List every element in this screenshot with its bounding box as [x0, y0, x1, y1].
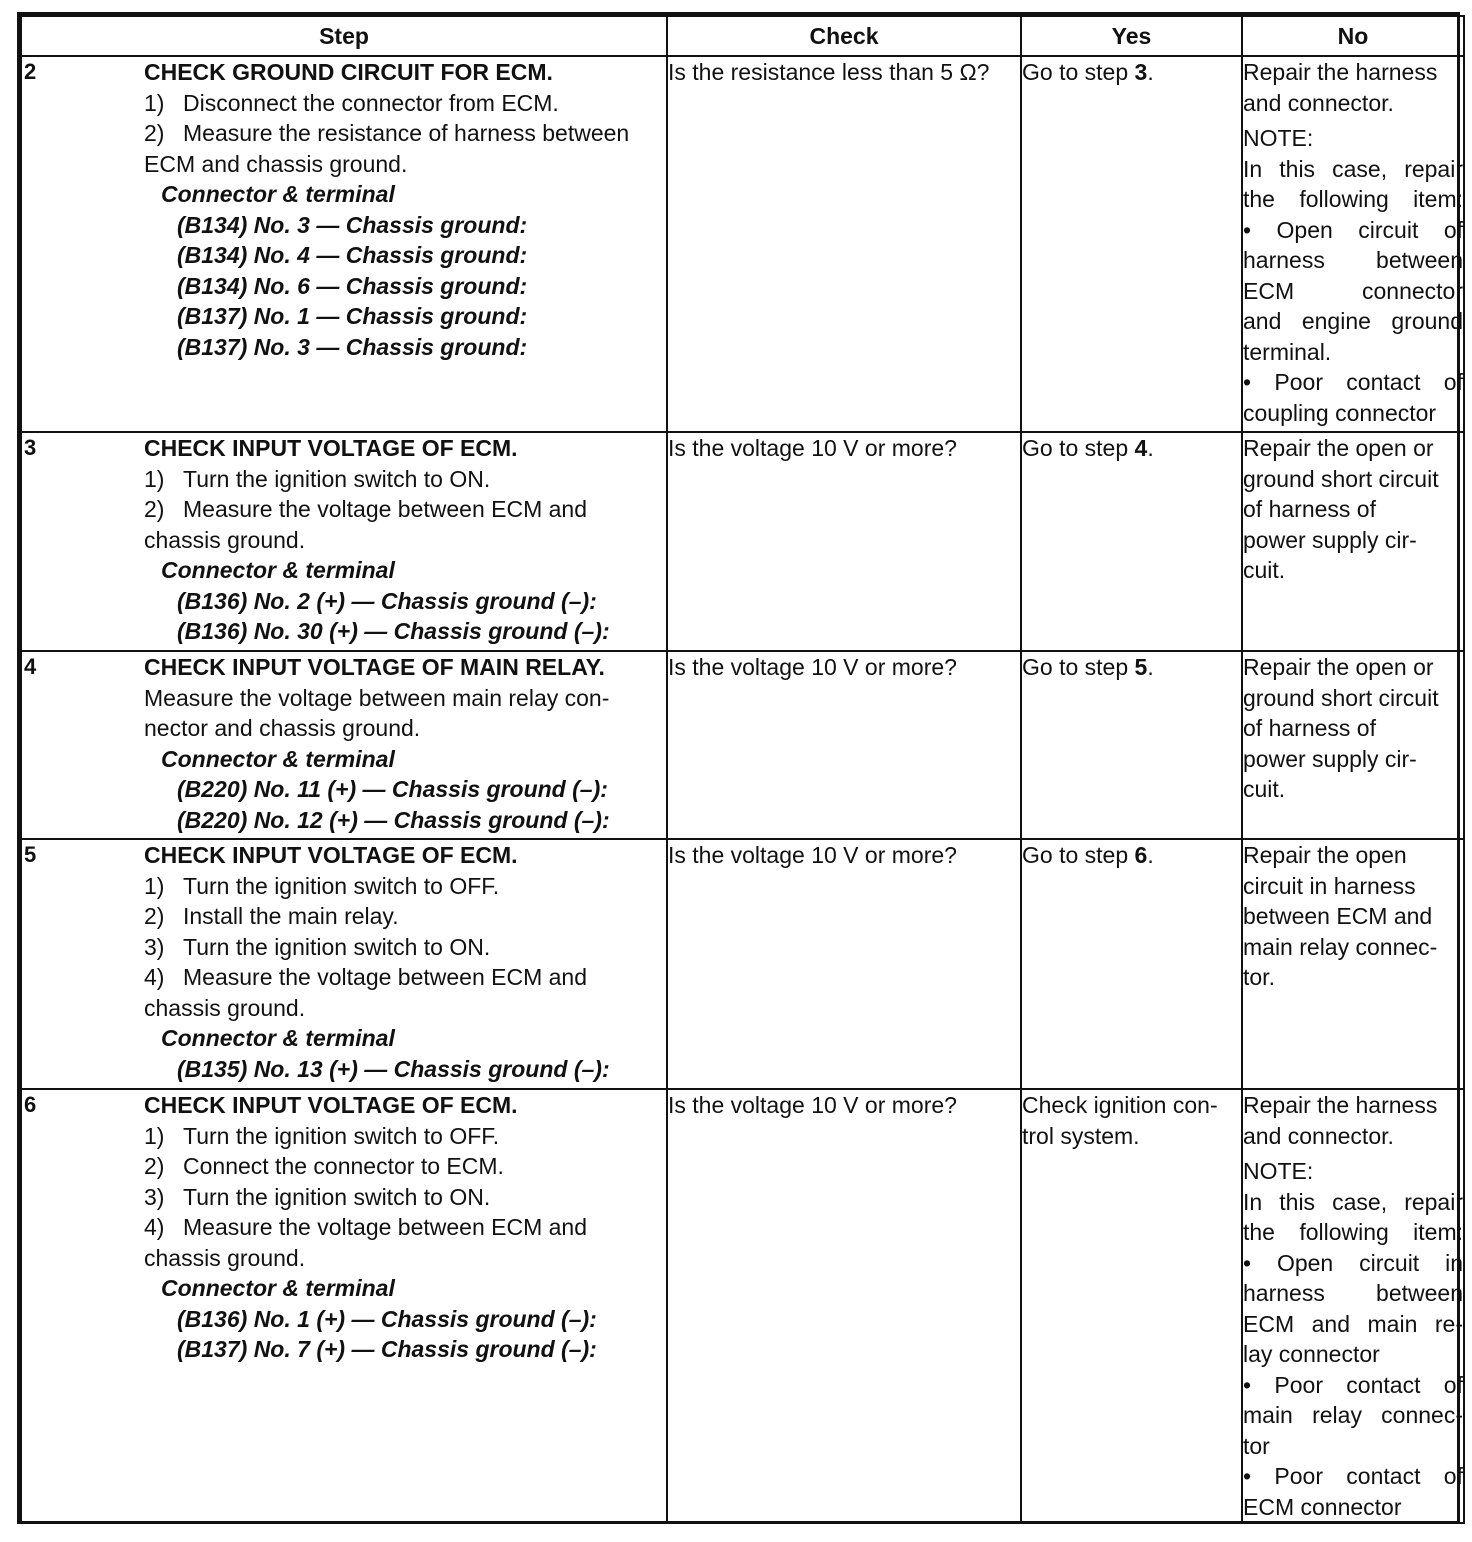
step-cell	[21, 651, 667, 839]
note-label: NOTE:	[1243, 125, 1314, 151]
yes-cell: Go to step 5.	[1021, 651, 1242, 839]
header-yes: Yes	[1021, 16, 1242, 56]
substep: 3) Turn the ignition switch to ON.	[144, 1183, 491, 1210]
substep: 2) Measure the resistance of harness between	[144, 120, 630, 146]
step-title: CHECK INPUT VOLTAGE OF ECM.	[144, 435, 518, 461]
connector-terminal-item: (B220) No. 11 (+) — Chassis ground (–):	[177, 776, 608, 802]
substep: 4) Measure the voltage between ECM and	[144, 1214, 588, 1240]
connector-terminal-heading: Connector & terminal	[161, 1025, 395, 1051]
connector-terminal-item: (B134) No. 4 — Chassis ground:	[177, 242, 528, 268]
substep: 1) Turn the ignition switch to ON.	[144, 465, 491, 492]
step-cell	[21, 1089, 667, 1523]
table-row	[21, 432, 1464, 651]
connector-terminal-item: (B136) No. 30 (+) — Chassis ground (–):	[177, 618, 610, 644]
yes-step-ref: 5	[1134, 654, 1148, 680]
table-row	[21, 839, 1464, 1089]
step-cell	[21, 839, 667, 1089]
connector-terminal-heading: Connector & terminal	[161, 557, 395, 583]
substep-continuation: ECM and chassis ground.	[144, 150, 408, 177]
step-title: CHECK GROUND CIRCUIT FOR ECM.	[144, 59, 553, 85]
yes-step-ref: 3	[1134, 59, 1148, 85]
substep: 4) Measure the voltage between ECM and	[144, 964, 588, 990]
substep: 1) Disconnect the connector from ECM.	[144, 89, 559, 116]
connector-terminal-heading: Connector & terminal	[161, 181, 395, 207]
step-number: 6	[24, 1092, 37, 1117]
substep: 2) Measure the voltage between ECM and	[144, 496, 588, 522]
step-title: CHECK INPUT VOLTAGE OF MAIN RELAY.	[144, 654, 605, 680]
connector-terminal-item: (B136) No. 2 (+) — Chassis ground (–):	[177, 587, 597, 614]
connector-terminal-heading: Connector & terminal	[161, 745, 395, 772]
substep-continuation: chassis ground.	[144, 526, 306, 553]
step-number: 4	[24, 654, 37, 679]
no-cell: Repair the harness and connector. NOTE: In this case, repair the following item: • Open circuit of harness between ECM connector and engine ground terminal. • Poor contact of coupling connector	[1242, 56, 1464, 432]
yes-step-ref: 6	[1134, 842, 1148, 868]
diagnostic-table-frame	[17, 12, 1463, 1524]
check-cell: Is the voltage 10 V or more?	[667, 839, 1021, 1089]
substep: 2) Install the main relay.	[144, 903, 399, 929]
table-row	[21, 56, 1464, 432]
step-cell	[21, 432, 667, 651]
substep: 1) Turn the ignition switch to OFF.	[144, 872, 500, 899]
step-cell	[21, 56, 667, 432]
check-cell: Is the voltage 10 V or more?	[667, 432, 1021, 651]
connector-terminal-item: (B136) No. 1 (+) — Chassis ground (–):	[177, 1305, 597, 1332]
step-number: 2	[24, 59, 37, 84]
connector-terminal-item: (B135) No. 13 (+) — Chassis ground (–):	[177, 1055, 610, 1082]
substep: 3) Turn the ignition switch to ON.	[144, 933, 491, 960]
substep-continuation: chassis ground.	[144, 994, 306, 1021]
yes-cell: Go to step 6.	[1021, 839, 1242, 1089]
connector-terminal-item: (B137) No. 1 — Chassis ground:	[177, 303, 528, 329]
header-step: Step	[21, 16, 667, 56]
check-cell: Is the resistance less than 5 Ω?	[667, 56, 1021, 432]
connector-terminal-item: (B137) No. 7 (+) — Chassis ground (–):	[177, 1336, 597, 1362]
step-title: CHECK INPUT VOLTAGE OF ECM.	[144, 842, 518, 868]
note-label: NOTE:	[1243, 1158, 1314, 1184]
diagnostic-table	[20, 15, 1465, 1524]
connector-terminal-item: (B134) No. 6 — Chassis ground:	[177, 272, 528, 299]
yes-step-ref: 4	[1134, 435, 1148, 461]
yes-cell: Go to step 4.	[1021, 432, 1242, 651]
step-number: 3	[24, 435, 37, 460]
header-no: No	[1242, 16, 1464, 56]
connector-terminal-item: (B137) No. 3 — Chassis ground:	[177, 333, 528, 360]
step-description: Measure the voltage between main relay con-	[144, 684, 610, 711]
connector-terminal-item: (B134) No. 3 — Chassis ground:	[177, 211, 528, 238]
check-cell: Is the voltage 10 V or more?	[667, 1089, 1021, 1523]
no-cell: Repair the open or ground short circuit of harness of power supply cir- cuit.	[1242, 651, 1464, 839]
check-cell: Is the voltage 10 V or more?	[667, 651, 1021, 839]
yes-cell: Go to step 3.	[1021, 56, 1242, 432]
step-number: 5	[24, 842, 37, 867]
connector-terminal-heading: Connector & terminal	[161, 1275, 395, 1301]
no-cell: Repair the open or ground short circuit of harness of power supply cir- cuit.	[1242, 432, 1464, 651]
header-check: Check	[667, 16, 1021, 56]
no-cell: Repair the open circuit in harness between ECM and main relay connec- tor.	[1242, 839, 1464, 1089]
yes-cell: Check ignition con- trol system.	[1021, 1089, 1242, 1523]
step-title: CHECK INPUT VOLTAGE OF ECM.	[144, 1092, 518, 1118]
no-cell: Repair the harness and connector. NOTE: In this case, repair the following item: • Open circuit in harness between ECM and main re- lay connector • Poor contact of main relay connec- tor • Poor contact of ECM connector	[1242, 1089, 1464, 1523]
table-row	[21, 651, 1464, 839]
table-row	[21, 1089, 1464, 1523]
substep: 2) Connect the connector to ECM.	[144, 1153, 504, 1179]
step-description: nector and chassis ground.	[144, 715, 421, 741]
substep: 1) Turn the ignition switch to OFF.	[144, 1122, 500, 1149]
substep-continuation: chassis ground.	[144, 1244, 306, 1271]
header-row	[21, 16, 1464, 56]
connector-terminal-item: (B220) No. 12 (+) — Chassis ground (–):	[177, 806, 610, 833]
